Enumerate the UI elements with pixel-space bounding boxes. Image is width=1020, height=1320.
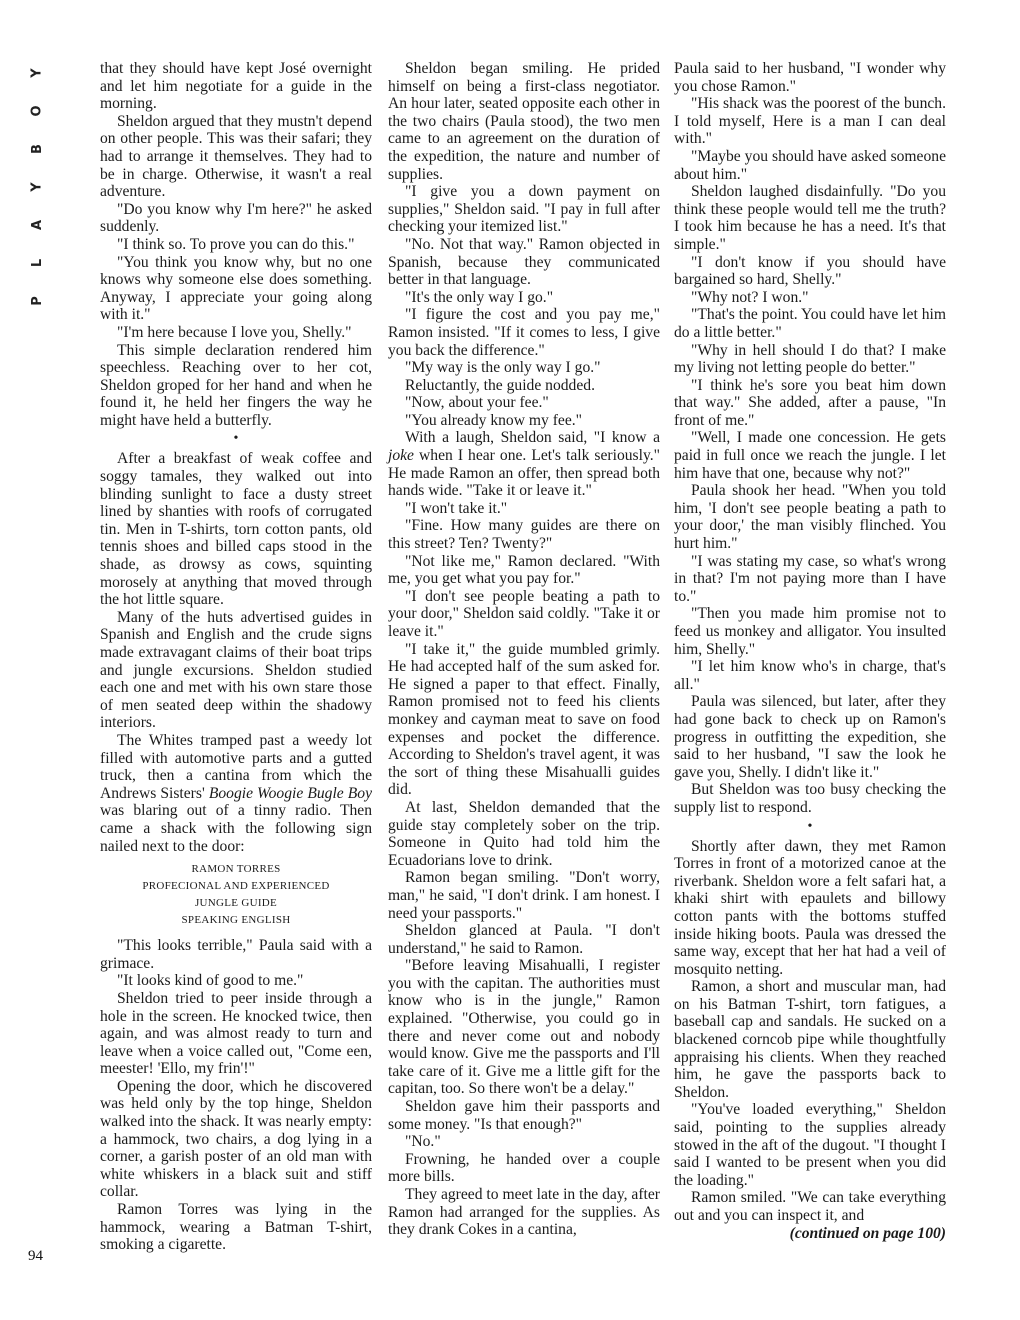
paragraph: that they should have kept José overnight and let him negotiate for a guide in the morning. [100, 60, 372, 113]
paragraph: With a laugh, Sheldon said, "I know a joke when I hear one. Let's talk seriously." He made Ramon an offer, then spread both hands wide. "Take it or leave it." [388, 429, 660, 500]
paragraph: The Whites tramped past a weedy lot filled with automotive parts and a gutted truck, then a cantina from which the Andrews Sisters' Boogie Woogie Bugle Boy was blaring out of a tinny radio. Then came a shack with the following sign nailed next to the door: [100, 731, 372, 855]
paragraph: Paula was silenced, but later, after they had gone back to check up on Ramon's progress in outfitting the expedition, she said to her husband, "I saw the look he gave you, Shelly. I didn't like it." [674, 693, 946, 781]
paragraph: Sheldon glanced at Paula. "I don't understand," he said to Ramon. [388, 922, 660, 957]
paragraph: "Why in hell should I do that? I make my living not letting people do better." [674, 341, 946, 377]
paragraph: "No. Not that way." Ramon objected in Spanish, because they communicated better in that language. [388, 235, 660, 289]
paragraph: "Why not? I won." [691, 288, 809, 306]
paragraph: Ramon began smiling. "Don't worry, man," he said, "I don't drink. I am honest. I need your passports." [388, 869, 660, 922]
guide-sign [100, 861, 372, 929]
paragraph: "I take it," the guide mumbled grimly. He had accepted half of the sum asked for. He signed a paper to that effect. Finally, Ramon promised not to feed his clients monkey and cayman meat to save on food expenses and pocket the difference. According to Sheldon's travel agent, it was the sort of thing these Misahualli guides did. [388, 640, 660, 799]
text-column-3 [674, 60, 946, 1242]
paragraph: "It's the only way I go." [405, 288, 554, 306]
paragraph: "Now, about your fee." [405, 394, 549, 412]
paragraph: "I don't know if you should have bargained so hard, Shelly." [674, 253, 946, 289]
paragraph: "It looks kind of good to me." [117, 972, 304, 990]
sign-line: SPEAKING ENGLISH [181, 914, 291, 927]
paragraph: "You think you know why, but no one knows why someone else does something. Anyway, I appreciate your going along with it." [100, 253, 372, 324]
paragraph: "I won't take it." [405, 499, 508, 517]
playboy-masthead [22, 54, 54, 314]
paragraph: Paula said to her husband, "I wonder why you chose Ramon." [674, 60, 946, 95]
page-number: 94 [28, 1248, 43, 1264]
paragraph: Sheldon tried to peer inside through a hole in the screen. He knocked twice, then again, and was almost ready to turn and leave when a voice called out, "Come een, meester! 'Ello, my frin'!" [100, 989, 372, 1078]
paragraph: Reluctantly, the guide nodded. [405, 376, 595, 394]
paragraph: "I figure the cost and you pay me," Ramon insisted. "If it comes to less, I give you back the difference." [388, 306, 660, 359]
paragraph: "I'm here because I love you, Shelly." [117, 323, 352, 341]
paragraph: Sheldon gave him their passports and some money. "Is that enough?" [388, 1098, 660, 1133]
masthead-letter: A [30, 219, 45, 231]
paragraph: Paula shook her head. "When you told him, 'I don't see people beating a path to your door,' the man visibly flinched. You hurt him." [674, 482, 946, 553]
masthead-letter: Y [29, 182, 45, 192]
masthead-letter: B [29, 144, 45, 154]
paragraph: Sheldon argued that they mustn't depend on other people. This was their safari; they had to arrange it themselves. They had to be in charge. Otherwise, it wasn't a real adventure. [100, 112, 372, 201]
paragraph: "I was stating my case, so what's wrong in that? I'm not paying more than I have to." [674, 552, 946, 605]
paragraph: Frowning, he handed over a couple more bills. [388, 1150, 660, 1186]
paragraph: "My way is the only way I go." [405, 359, 601, 377]
paragraph: At last, Sheldon demanded that the guide stay completely sober on the trip. Someone in Quito had told him the Ecuadorians love to drink. [388, 798, 660, 869]
text-column-2 [388, 60, 660, 1239]
sign-line: RAMON TORRES [191, 863, 281, 876]
paragraph: "No." [405, 1133, 441, 1151]
paragraph: Ramon smiled. "We can take everything out and you can inspect it, and [674, 1189, 946, 1224]
paragraph: "Well, I made one concession. He gets paid in full once we reach the jungle. I let him have that one, because why not?" [674, 429, 946, 482]
paragraph: "You already know my fee." [405, 411, 583, 429]
paragraph: "Fine. How many guides are there on this street? Ten? Twenty?" [388, 517, 660, 553]
masthead-letter: O [30, 105, 45, 117]
paragraph: But Sheldon was too busy checking the supply list to respond. [674, 781, 946, 816]
text-column-1 [100, 60, 372, 1254]
paragraph: This simple declaration rendered him speechless. Reaching over to her cot, Sheldon groped for her hand and when he found it, he held her fingers the way he might have held a butterfly. [100, 341, 372, 429]
section-break-dot: • [233, 431, 239, 447]
paragraph: "I don't see people beating a path to your door," Sheldon said coldly. "Take it or leave it." [388, 587, 660, 640]
paragraph: Sheldon laughed disdainfully. "Do you think these people would tell me the truth? I took him because he has a need. It's that simple." [674, 183, 946, 253]
continued-notice: (continued on page 100) [789, 1224, 946, 1242]
paragraph: "Maybe you should have asked someone about him." [674, 147, 946, 183]
paragraph: "I let him know who's in charge, that's all." [674, 658, 946, 693]
masthead-letter: Y [29, 68, 45, 78]
paragraph: "I think so. To prove you can do this." [117, 235, 355, 253]
paragraph: They agreed to meet late in the day, after Ramon had arranged for the supplies. As they drank Cokes in a cantina, [388, 1186, 660, 1239]
paragraph: Many of the huts advertised guides in Spanish and English and the crude signs made extravagant claims of their boat trips and jungle excursions. Sheldon studied each one and met with his own stare those of men seated deep within the shadowy interiors. [100, 608, 372, 732]
paragraph: "His shack was the poorest of the bunch. I told myself, Here is a man I can deal with." [674, 95, 946, 148]
paragraph: "You've loaded everything," Sheldon said, pointing to the supplies already stowed in the aft of the dugout. "I thought I said I wanted to be present when you did the loading." [674, 1101, 946, 1189]
paragraph: "Not like me," Ramon declared. "With me, you get what you pay for." [388, 552, 660, 588]
paragraph: "Before leaving Misahualli, I register you with the capitan. The authorities must know who is in the jungle," Ramon explained. "Otherwise, you could go in there and never come out and nobody would know. Give me the passports and I'll take care of it. Give me a little gift for the capitan, too. So there won't be a delay." [388, 957, 660, 1098]
paragraph: "Do you know why I'm here?" he asked suddenly. [100, 200, 372, 236]
sign-line: PROFECIONAL AND EXPERIENCED [142, 880, 330, 893]
paragraph: Ramon, a short and muscular man, had on his Batman T-shirt, torn fatigues, a baseball cap and sandals. He sucked on a blackened corncob pipe while thoughtfully appraising his clients. When they reached him, he gave the passports back to Sheldon. [674, 978, 946, 1101]
paragraph: "That's the point. You could have let him do a little better." [674, 306, 946, 341]
paragraph: Shortly after dawn, they met Ramon Torres in front of a motorized canoe at the riverbank. Sheldon wore a felt safari hat, a khaki shirt with epaulets and billowy cotton pants with the bottoms stuffed inside hiking boots. Paula was dressed the same way, except that her hat had a veil of mosquito netting. [674, 837, 946, 978]
paragraph: After a breakfast of weak coffee and soggy tamales, they walked out into blinding sunlight to face a dusty street lined by shanties with roofs of corrugated tin. Men in T-shirts, torn cotton pants, old tennis shoes and billed caps stood in the shade, as drowsy as cows, squinting morosely at anything that moved through the hot little square. [100, 450, 372, 609]
sign-line: JUNGLE GUIDE [194, 897, 278, 910]
masthead-letter: L [29, 258, 45, 268]
paragraph: "Then you made him promise not to feed us monkey and alligator. You insulted him, Shelly." [674, 605, 946, 658]
paragraph: Opening the door, which he discovered was held only by the top hinge, Sheldon walked into the shack. It was nearly empty: a hammock, two chairs, a dog lying in a corner, a garish poster of an old man with white whiskers in a black suit and stiff collar. [100, 1077, 372, 1201]
masthead-letter: P [30, 296, 45, 306]
paragraph: Sheldon began smiling. He prided himself on being a first-class negotiator. An hour later, seated opposite each other in the two chairs (Paula stood), the two men came to an agreement on the duration of the expedition, the nature and number of supplies. [388, 60, 660, 183]
paragraph: Ramon Torres was lying in the hammock, wearing a Batman T-shirt, smoking a cigarette. [100, 1201, 372, 1254]
paragraph: "This looks terrible," Paula said with a grimace. [100, 937, 372, 972]
paragraph: "I think he's sore you beat him down that way." She added, after a pause, "In front of me." [674, 376, 946, 429]
section-break-dot: • [807, 818, 813, 834]
paragraph: "I give you a down payment on supplies," Sheldon said. "I pay in full after checking your itemized list." [388, 183, 660, 236]
